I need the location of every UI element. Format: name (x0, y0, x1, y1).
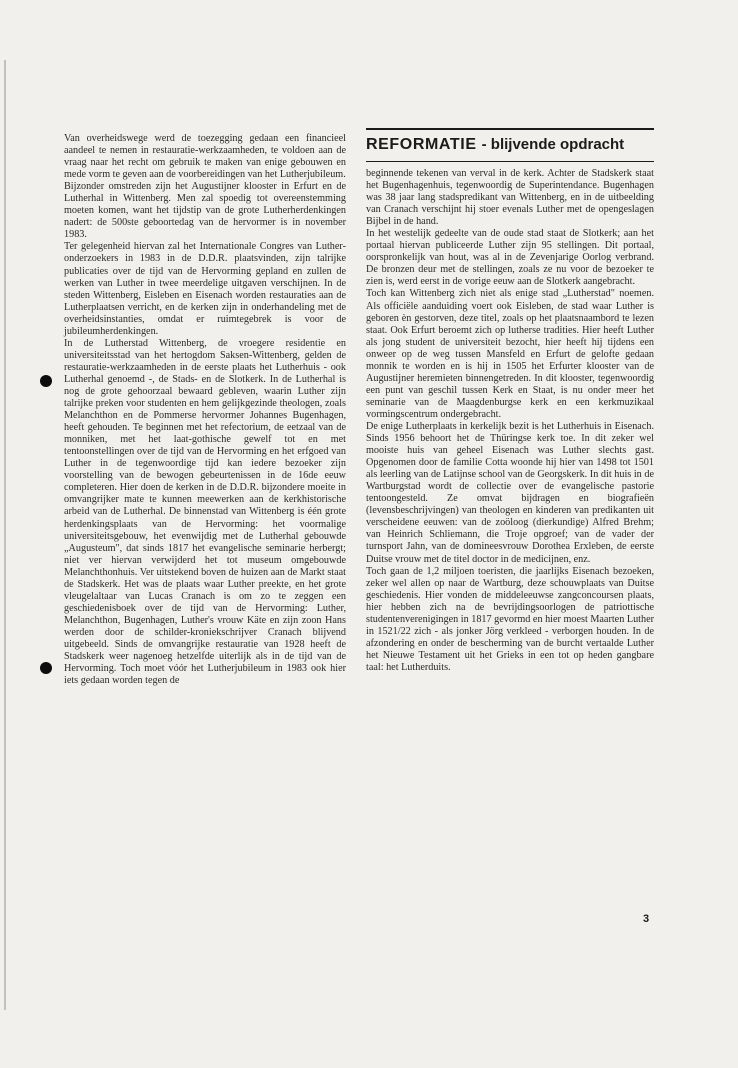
paragraph: In het westelijk gedeelte van de oude stad staat de Slotkerk; aan het portaal hiervan publiceerde Luther zijn 95 stellingen. Dit portaal, oorspronkelijk van hout, was al in de Zevenjarige Oorlog verbrand. De bronzen deur met de stellingen, zoals ze nu voor de bezoeker te zien is, werd eerst in de vorige eeuw aan de Slotkerk aangebracht. (366, 228, 654, 288)
paragraph: In de Lutherstad Wittenberg, de vroegere residentie en universiteitsstad van het hertogdom Saksen-Wittenberg, gelden de restauratie-werkzaamheden in de eerste plaats het Lutherhuis - ook Lutherhal genoemd -, de Stads- en de Slotkerk. In de Lutherhal is nog de grote gehoorzaal bewaard gebleven, waarin Luther zijn talrijke preken voor studenten en hem gelijkgezinde theologen, zoals Melanchthon en de Pommerse hervormer Johannes Bugenhagen, heeft gehouden. Te beginnen met het refectorium, de eetzaal van de monniken, met het laat-gothische gewelf tot en met tentoonstellingen over de tijd van de Hervorming en het erfgoed van Luther in de tegenwoordige tijd kan iedere bezoeker zijn voorstelling van de bewogen gebeurtenissen in de 16de eeuw completeren. Hier doen de kerken in de D.D.R. bijzondere moeite in omvangrijker mate te kunnen meewerken aan de kerkhistorische arbeid van de Lutherhal. De binnenstad van Wittenberg is één grote herdenkingsplaats van de Hervorming: het voormalige universiteitsgebouw, het evenwijdig met de Lutherhal gebouwde „Augusteum", dat sinds 1817 het evangelische seminarie herbergt; niet ver hiervan verwijderd het tot museum omgebouwde Melanchthonhuis. Ver uitstekend boven de huizen aan de Markt staat de Stadskerk. Het was de plaats waar Luther preekte, en het grote vleugelaltaar van Lucas Cranach is om zo te zeggen een geschiedenisboek over de tijd van de Hervorming: Luther, Melanchthon, Bugenhagen, Luther's vrouw Käte en zijn zoon Hans werden door de schilder-kroniekschrijver Cranach blijvend uitgebeeld. Sinds de omvangrijke restauratie van 1928 heeft de Stadskerk weer nagenoeg hetzelfde uiterlijk als in de tijd van de Hervorming. Toch moet vóór het Lutherjubileum in 1983 ook hier iets gedaan worden tegen de (64, 337, 346, 687)
paragraph: Ter gelegenheid hiervan zal het Internationale Congres van Luther-onderzoekers in 1983 in de D.D.R. plaatsvinden, zijn talrijke publicaties over de tijd van de Hervorming gepland en zullen de werken van Luther in twee meerdelige uitgaven verschijnen. In de steden Wittenberg, Eisleben en Eisenach worden restauraties aan de Lutherplaatsen verricht, en de kerken zijn in onderhandeling met de overheidsinstanties, omdat er ruimtegebrek is voor de jubileumherdenkingen. (64, 241, 346, 337)
header-rule-bottom (366, 161, 654, 162)
page-number: 3 (643, 913, 650, 925)
paragraph: Van overheidswege werd de toezegging gedaan een financieel aandeel te nemen in restauratie-werkzaamheden, te voldoen aan de vraag naar het recht om gebruik te maken van enige gebouwen en mede vorm te geven aan de voorbereidingen van het Lutherjubileum. (64, 133, 346, 181)
paragraph: De enige Lutherplaats in kerkelijk bezit is het Lutherhuis in Eisenach. Sinds 1956 behoort het de Thüringse kerk toe. In dit zeker wel mooiste huis van geheel Eisenach was Luther slechts gast. Opgenomen door de familie Cotta woonde hij hier van 1498 tot 1501 als leerling van de Latijnse school van de Georgskerk. In dit huis in de Wartburgstad wordt de collectie over de evangelische pastorie tentoongesteld. Ze omvat bijdragen en biografieën (levensbeschrijvingen) van theologen en kinderen van predikanten uit verscheidene eeuwen: van de zoöloog (dierkundige) Alfred Brehm; van Heinrich Schliemann, die Troje opgroef; van de vader der turnsport Jahn, van de domineesvrouw Dorothea Erxleben, de eerste Duitse vrouw met de titel doctor in de medicijnen, enz. (366, 420, 654, 565)
page-edge-shadow (4, 60, 6, 1010)
right-text-column (366, 168, 654, 674)
binder-hole-bottom (40, 662, 52, 674)
paragraph: Toch kan Wittenberg zich niet als enige stad „Lutherstad" noemen. Als officiële aanduiding voert ook Eisleben, de stad waar Luther is geboren èn gestorven, deze titel, zoals op het plaatsnaambord te lezen staat. Ook Erfurt beroemt zich op lutherse tradities. Hier heeft Luther als jong student de universiteit bezocht, hier heeft hij tijdens een onweer op de weg tussen Mansfeld en Erfurt de gelofte gedaan monnik te worden en is hij in 1505 het Erfurter klooster van de Augustijner heremieten binnengetreden. In dit klooster, tegenwoordig een punt van geschil tussen Kerk en Staat, is nu onder meer het seminarie van de Maagdenburgse kerk en een kerkmuzikaal vormingscentrum ondergebracht. (366, 288, 654, 420)
title-sub: - blijvende opdracht (481, 136, 625, 153)
article-title (366, 130, 654, 158)
paragraph: Toch gaan de 1,2 miljoen toeristen, die jaarlijks Eisenach bezoeken, zeker wel allen op naar de Wartburg, deze schouwplaats van Duitse geschiedenis. Hier vonden de middeleeuwse zangconcoursen plaats, hier hebben zich na de bevrijdingsoorlogen de patriottische studentenverenigingen in 1817 gevormd en hier moest Maarten Luther in 1521/22 zich - als jonker Jörg verkleed - verborgen houden. In de afzondering en onder de bescherming van de burcht vertaalde Luther het Nieuwe Testament uit het Grieks in een tot op heden gangbare taal: het Lutherduits. (366, 565, 654, 673)
left-text-column (64, 133, 346, 687)
article-header (366, 128, 654, 162)
paragraph: beginnende tekenen van verval in de kerk. Achter de Stadskerk staat het Bugenhagenhuis, tegenwoordig de Superintendance. Bugenhagen was 38 jaar lang stadspredikant van Wittenberg, en in de uitbeelding van Cranach verschijnt hij stoer evenals Luther met de opengeslagen Bijbel in de hand. (366, 168, 654, 228)
binder-hole-top (40, 375, 52, 387)
paragraph: Bijzonder omstreden zijn het Augustijner klooster in Erfurt en de Lutherhal in Wittenberg. Men zal spoedig tot overeenstemming moeten komen, want het tijdstip van de grote Lutherherdenkingen nadert: de 500ste geboortedag van de hervormer is in november 1983. (64, 181, 346, 241)
title-main: REFORMATIE (366, 136, 477, 153)
